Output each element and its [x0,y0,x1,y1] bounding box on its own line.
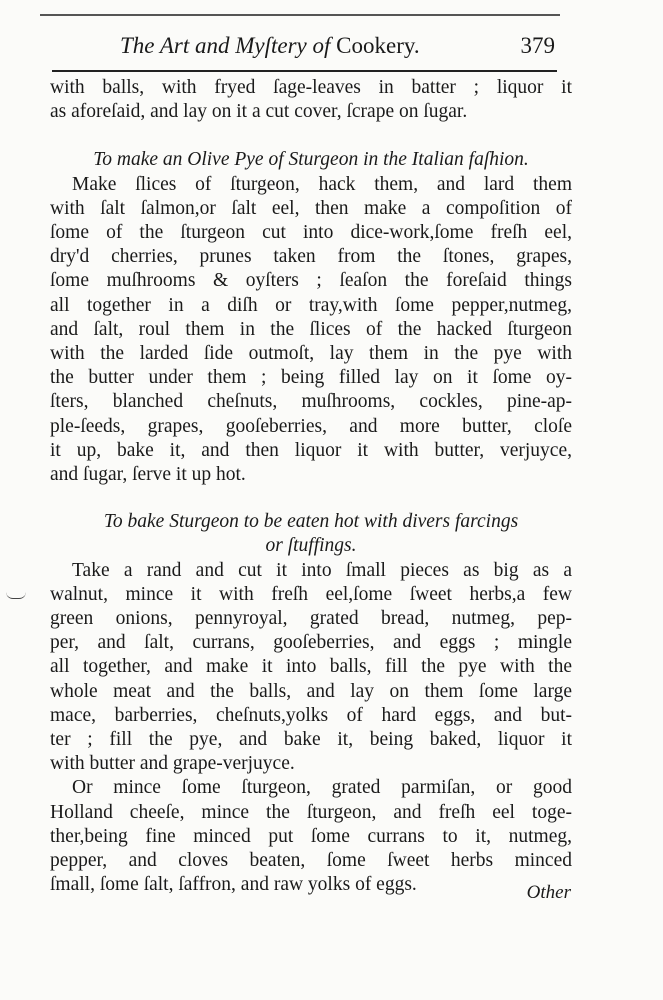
text-line: ter ; fill the pye, and bake it, being baked, liquor it [50,729,572,751]
recipe-title: To bake Sturgeon to be eaten hot with divers farcings [103,511,519,533]
running-header [60,33,555,65]
top-rule [40,14,560,16]
body-text [50,76,572,898]
text-line: Take a rand and cut it into ſmall pieces as big as a [72,559,572,581]
text-line: Or mince ſome ſturgeon, grated parmiſan, or good [72,777,572,799]
catchword: Other [526,882,571,903]
running-title-roman: Cookery. [336,33,420,58]
recipe-title: To make an Olive Pye of Sturgeon in the Italian faſhion. [93,149,529,171]
text-line: whole meat and the balls, and lay on them ſome large [50,680,572,702]
text-line: ſters, blanched cheſnuts, muſhrooms, cockles, pine-ap- [50,391,572,413]
text-line: with butter and grape-verjuyce. [50,753,295,775]
margin-mark [6,592,26,599]
text-line: with the larded ſide outmoſt, lay them in the pye with [50,343,572,365]
recipe-title-continued: or ſtuffings. [265,535,357,557]
text-line: dry'd cherries, prunes taken from the ſtones, grapes, [50,246,572,268]
text-line: green onions, pennyroyal, grated bread, nutmeg, pep- [50,608,572,630]
text-line: and ſalt, roul them in the ſlices of the hacked ſturgeon [50,318,572,340]
text-line: the butter under them ; being filled lay on it ſome oy- [50,367,572,389]
text-line: ſome of the ſturgeon cut into dice-work,ſome freſh eel, [50,222,572,244]
running-title-italic: The Art and Myſtery of [120,33,331,58]
header-rule [52,70,557,72]
text-line: pepper, and cloves beaten, ſome ſweet herbs minced [50,850,572,872]
page-number: 379 [520,33,555,58]
text-line: ther,being fine minced put ſome currans to it, nutmeg, [50,825,572,847]
text-line: with balls, with fryed ſage-leaves in batter ; liquor it [50,77,572,98]
text-line: all together, and make it into balls, fill the pye with the [50,656,572,678]
text-line: walnut, mince it with freſh eel,ſome ſweet herbs,a few [50,583,572,605]
text-line: mace, barberries, cheſnuts,yolks of hard eggs, and but- [50,704,572,726]
running-title [120,33,420,59]
text-line: per, and ſalt, currans, gooſeberries, and eggs ; mingle [50,632,572,654]
text-line: Make ſlices of ſturgeon, hack them, and lard them [72,173,572,195]
text-line: as aforeſaid, and lay on it a cut cover, ſcrape on ſugar. [50,101,468,123]
text-line: with ſalt ſalmon,or ſalt eel, then make a compoſition of [50,197,572,219]
text-line: ple-ſeeds, grapes, gooſeberries, and more butter, cloſe [50,415,572,437]
text-line: all together in a diſh or tray,with ſome pepper,nutmeg, [50,294,572,316]
text-line: Holland cheeſe, mince the ſturgeon, and freſh eel toge- [50,801,572,823]
spacer [50,124,572,148]
spacer [50,487,572,510]
text-line: and ſugar, ſerve it up hot. [50,464,246,486]
text-line: it up, bake it, and then liquor it with butter, verjuyce, [50,439,572,461]
text-line: ſome muſhrooms & oyſters ; ſeaſon the foreſaid things [50,270,572,292]
text-line: ſmall, ſome ſalt, ſaffron, and raw yolks of eggs. [50,874,417,896]
